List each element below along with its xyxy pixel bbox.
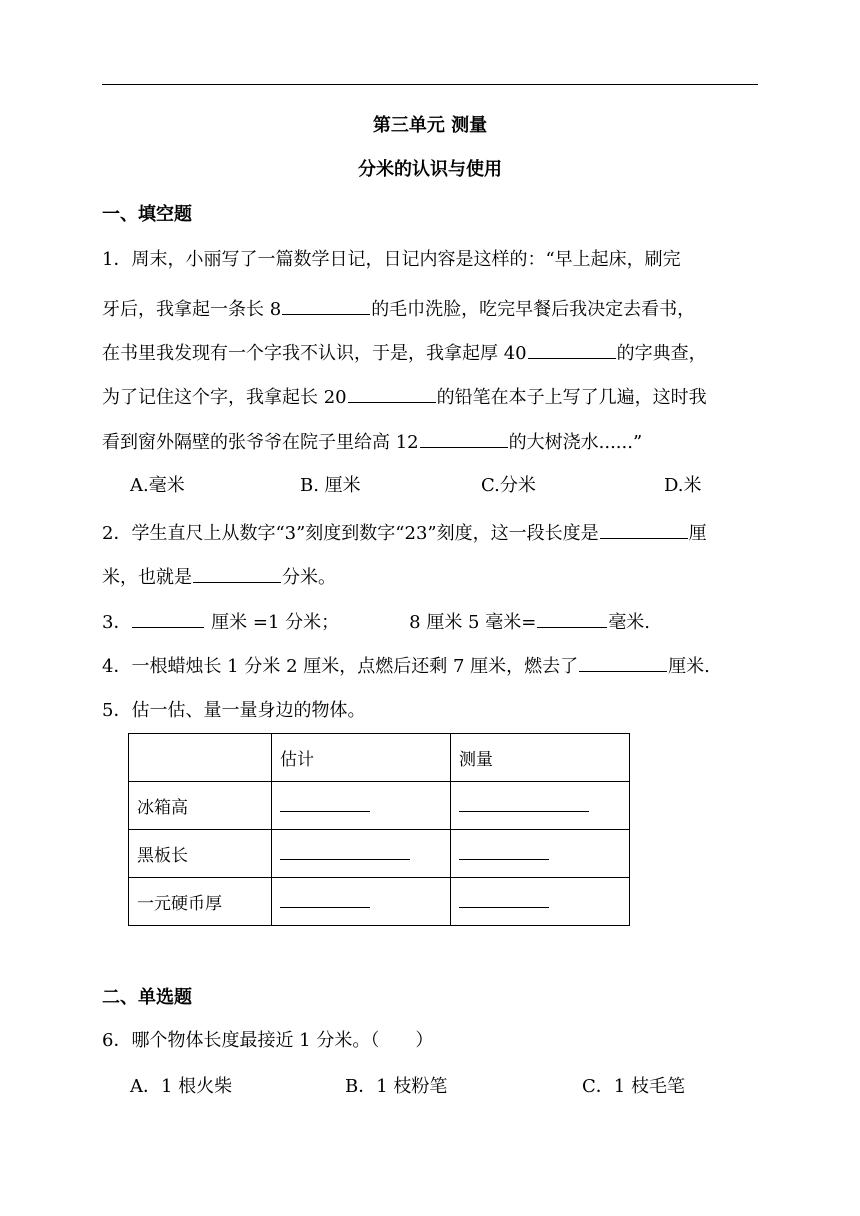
q1-option-d[interactable]: D.米 [664,475,702,496]
table-header-cell: 测量 [451,734,630,782]
question-2-line-1: 2．学生直尺上从数字“3”刻度到数字“23”刻度，这一段长度是 厘 [102,520,762,546]
question-1-line-1: 1．周末，小丽写了一篇数学日记，日记内容是这样的：“早上起床，刷完 [102,249,681,270]
answer-blank[interactable] [420,429,508,448]
question-1-line-5: 看到窗外隔壁的张爷爷在院子里给高 12 的大树浇水......” [102,429,762,455]
question-5: 5．估一估、量一量身边的物体。 [102,700,366,721]
section-heading-fill-blank: 一、填空题 [102,204,192,225]
q6-option-a[interactable]: A．1 根火柴 [130,1076,233,1097]
section-heading-single-choice: 二、单选题 [102,987,192,1008]
estimate-cell[interactable] [272,878,451,926]
question-3: 3． 厘米 =1 分米； 8 厘米 5 毫米= 毫米. [102,609,762,635]
q6-option-c[interactable]: C．1 枝毛笔 [582,1076,685,1097]
question-4: 4．一根蜡烛长 1 分米 2 厘米，点燃后还剩 7 厘米，燃去了 厘米. [102,653,762,679]
answer-blank[interactable] [282,296,370,315]
q1-option-a[interactable]: A.毫米 [130,475,185,496]
table-header-cell: 估计 [272,734,451,782]
measure-cell[interactable] [451,830,630,878]
question-1-line-2: 牙后，我拿起一条长 8 的毛巾洗脸，吃完早餐后我决定去看书， [102,296,762,322]
page-subtitle: 分米的认识与使用 [358,159,502,180]
answer-blank[interactable] [280,891,370,908]
answer-blank[interactable] [600,520,688,539]
table-row-label: 黑板长 [129,830,272,878]
header-rule [102,84,758,85]
table-row-label: 一元硬币厚 [129,878,272,926]
answer-blank[interactable] [348,384,436,403]
q6-option-b[interactable]: B．1 枝粉笔 [345,1076,448,1097]
q1-option-b[interactable]: B. 厘米 [300,475,361,496]
answer-blank[interactable] [459,891,549,908]
table-row [129,782,630,830]
answer-blank[interactable] [193,564,281,583]
answer-blank[interactable] [528,340,616,359]
question-1-line-3: 在书里我发现有一个字我不认识，于是，我拿起厚 40 的字典查， [102,340,762,366]
measure-cell[interactable] [451,878,630,926]
table-row [129,830,630,878]
answer-blank[interactable] [280,843,410,860]
estimate-cell[interactable] [272,782,451,830]
estimate-cell[interactable] [272,830,451,878]
answer-blank[interactable] [459,795,589,812]
table-row [129,734,630,782]
page-title: 第三单元 测量 [372,115,488,136]
q1-option-c[interactable]: C.分米 [481,475,536,496]
table-row-label: 冰箱高 [129,782,272,830]
table-row [129,878,630,926]
question-2-line-2: 米，也就是 分米。 [102,564,762,590]
answer-blank[interactable] [459,843,549,860]
question-6: 6．哪个物体长度最接近 1 分米。（ ） [102,1030,434,1051]
answer-blank[interactable] [280,795,370,812]
answer-blank[interactable] [579,653,667,672]
table-header-cell [129,734,272,782]
question-1-line-4: 为了记住这个字，我拿起长 20 的铅笔在本子上写了几遍，这时我 [102,384,762,410]
estimate-measure-table [128,733,630,926]
answer-blank[interactable] [537,609,607,628]
answer-blank[interactable] [132,609,204,628]
measure-cell[interactable] [451,782,630,830]
